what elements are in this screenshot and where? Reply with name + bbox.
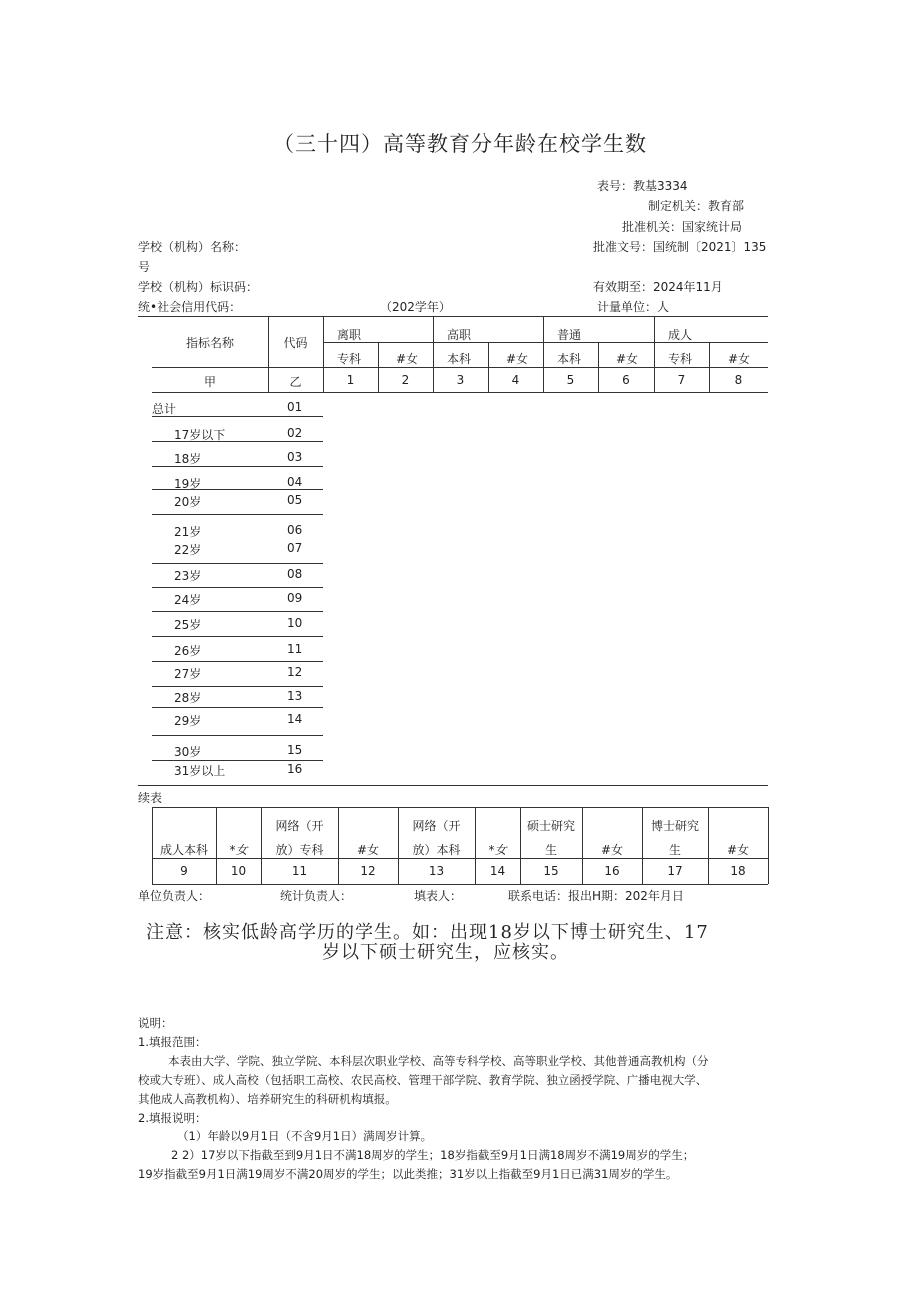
measure-unit: 计量单位：人 — [597, 300, 670, 314]
column-header: #女 — [600, 843, 624, 857]
index-cell: 9 — [180, 864, 188, 878]
school-id-label: 学校（机构）标识码： — [138, 280, 259, 294]
row-code: 11 — [287, 642, 303, 656]
explanation-paragraph: 本表由大学、学院、独立学院、本科层次职业学校、高等专科学校、高等职业学校、其他普通高教机构（分 — [168, 1054, 709, 1068]
row-label: 26岁 — [174, 644, 202, 658]
explanation-heading: 说明： — [138, 1016, 173, 1030]
row-code: 16 — [287, 762, 303, 776]
index-cell: 15 — [543, 864, 559, 878]
row-code: 12 — [287, 665, 303, 679]
row-label: 27岁 — [174, 667, 202, 681]
row-code: 01 — [287, 400, 303, 414]
explanation-section-1: 1.填报范围： — [138, 1035, 207, 1049]
explanation-paragraph: 2 2）17岁以下指截至到9月1日不满18周岁的学生；18岁指截至9月1日满18周岁不满19周岁的学生； — [171, 1148, 695, 1162]
sub-header: 本科 — [447, 352, 472, 366]
column-header-line1: 网络（开 — [412, 819, 461, 833]
column-header-line1: 硕士研究 — [526, 819, 575, 833]
issuing-authority: 制定机关：教育部 — [648, 199, 745, 213]
index-cell: 1 — [346, 373, 355, 387]
index-cell: 14 — [489, 864, 506, 878]
form-number: 表号：教基3334 — [597, 179, 688, 193]
column-header: *女 — [488, 843, 507, 857]
approving-authority: 批准机关：国家统计局 — [622, 220, 743, 234]
header-indicator-name: 指标名称 — [185, 336, 234, 350]
index-cell: 2 — [401, 373, 410, 387]
index-cell: 17 — [667, 864, 683, 878]
row-code: 13 — [287, 689, 303, 703]
index-cell: 乙 — [289, 375, 302, 389]
row-label: 24岁 — [174, 593, 202, 607]
explanation-paragraph: 19岁指截至9月1日满19周岁不满20周岁的学生；以此类推；31岁以上指截至9月1日已满31周岁的学生。 — [138, 1167, 678, 1181]
page-title: （三十四）高等教育分年龄在校学生数 — [273, 132, 647, 156]
index-cell: 3 — [456, 373, 465, 387]
index-cell: 10 — [230, 864, 247, 878]
continuation-caption: 续表 — [138, 791, 163, 805]
sub-header: 本科 — [557, 352, 582, 366]
index-cell: 13 — [428, 864, 445, 878]
row-code: 05 — [287, 493, 303, 507]
explanation-paragraph: 其他成人高教机构）、培养研究生的科研机构填报。 — [138, 1092, 397, 1106]
row-code: 02 — [287, 426, 303, 440]
unit-head-label: 单位负责人： — [138, 889, 211, 903]
row-code: 14 — [287, 712, 303, 726]
sub-header: #女 — [396, 352, 419, 366]
index-cell: 7 — [677, 373, 686, 387]
row-code: 08 — [287, 567, 303, 581]
credit-code-label: 统•社会信用代码： — [138, 300, 242, 314]
explanation-section-2: 2.填报说明： — [138, 1111, 207, 1125]
index-cell: 18 — [730, 864, 746, 878]
row-label: 21岁 — [174, 525, 202, 539]
column-header: 生 — [668, 843, 681, 857]
row-label: 20岁 — [174, 495, 202, 509]
row-label: 22岁 — [174, 543, 202, 557]
row-label: 总计 — [152, 402, 177, 416]
explanation-paragraph: 校或大专班）、成人高校（包括职工高校、农民高校、管理干部学院、教育学院、独立函授学院、广播电视大学、 — [138, 1073, 708, 1087]
approval-document-cont: 号 — [138, 260, 151, 274]
row-label: 31岁以上 — [174, 764, 226, 778]
valid-until: 有效期至：2024年11月 — [593, 280, 723, 294]
row-label: 18岁 — [174, 452, 202, 466]
row-code: 04 — [287, 475, 303, 489]
column-header: #女 — [356, 843, 380, 857]
group-header: 成人 — [668, 328, 693, 342]
index-cell: 6 — [622, 373, 630, 387]
sub-header: #女 — [616, 352, 639, 366]
stat-head-label: 统计负责人： — [280, 889, 353, 903]
row-code: 15 — [287, 743, 303, 757]
group-header: 普通 — [557, 328, 582, 342]
row-code: 06 — [287, 523, 303, 537]
column-header-line1: 网络（开 — [275, 819, 324, 833]
row-label: 19岁 — [174, 477, 202, 491]
row-label: 29岁 — [174, 714, 202, 728]
column-header: 放）专科 — [275, 843, 324, 857]
approval-document: 批准文号：国统制〔2021〕135 — [593, 240, 767, 254]
column-header: 成人本科 — [159, 843, 208, 857]
row-code: 07 — [287, 541, 303, 555]
header-code: 代码 — [283, 336, 308, 350]
sub-header: 专科 — [337, 352, 362, 366]
index-cell: 16 — [604, 864, 620, 878]
filler-label: 填表人： — [414, 889, 463, 903]
index-cell: 甲 — [203, 375, 216, 389]
phone-date-label: 联系电话：报出H期：202年月日 — [508, 889, 684, 903]
sub-header: 专科 — [668, 352, 693, 366]
column-header-line1: 博士研究 — [650, 819, 699, 833]
row-code: 10 — [287, 616, 303, 630]
index-cell: 11 — [291, 864, 308, 878]
notice-line-1: 注意：核实低龄高学历的学生。如：出现18岁以下博士研究生、17 — [146, 922, 709, 943]
column-header: 生 — [544, 843, 557, 857]
column-header: 放）本科 — [412, 843, 461, 857]
column-header: *女 — [229, 843, 248, 857]
school-name-label: 学校（机构）名称： — [138, 240, 247, 254]
row-label: 23岁 — [174, 569, 202, 583]
sub-header: #女 — [728, 352, 751, 366]
group-header: 离职 — [337, 328, 362, 342]
notice-line-2: 岁以下硕士研究生，应核实。 — [322, 942, 569, 963]
column-header: #女 — [726, 843, 750, 857]
explanation-paragraph: （1）年龄以9月1日（不含9月1日）满周岁计算。 — [177, 1129, 433, 1143]
sub-header: #女 — [506, 352, 529, 366]
row-label: 17岁以下 — [174, 428, 226, 442]
index-cell: 4 — [511, 373, 520, 387]
index-cell: 8 — [734, 373, 743, 387]
index-cell: 5 — [566, 373, 575, 387]
row-code: 03 — [287, 450, 303, 464]
row-code: 09 — [287, 591, 303, 605]
group-header: 高职 — [447, 328, 472, 342]
index-cell: 12 — [360, 864, 376, 878]
row-label: 28岁 — [174, 691, 202, 705]
row-label: 25岁 — [174, 618, 202, 632]
row-label: 30岁 — [174, 745, 202, 759]
school-year: （202学年） — [380, 300, 451, 314]
